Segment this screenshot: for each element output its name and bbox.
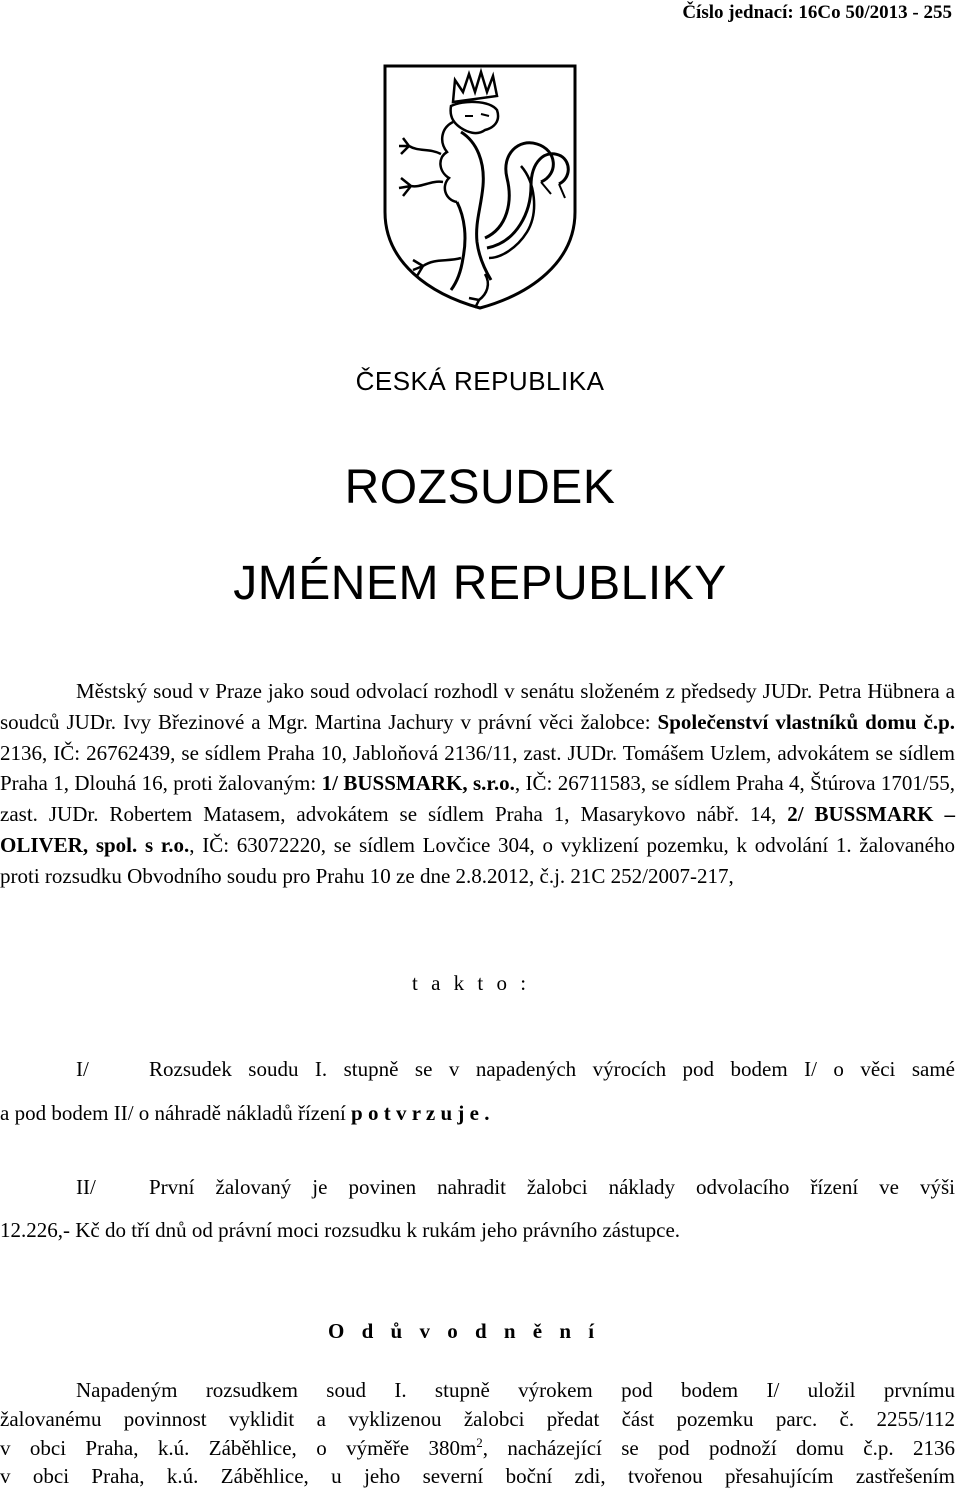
document-subtitle: JMÉNEM REPUBLIKY bbox=[233, 557, 727, 610]
reasoning-line-4: v obci Praha, k.ú. Záběhlice, u jeho severní boční zdi, tvořenou přesahujícím zastřešením bbox=[0, 1464, 955, 1488]
reasoning-line-2: žalovanému povinnost vyklidit a vyklizenou žalobci předat část pozemku parc. č. 2255/112 bbox=[0, 1407, 955, 1431]
defendant-2-name: 2/ BUSSMARK – OLIVER, spol. s r.o. bbox=[0, 802, 955, 857]
defendant-1-name: 1/ BUSSMARK, s.r.o. bbox=[321, 771, 515, 796]
verdict-ii-line-2: 12.226,- Kč do tří dnů od právní moci rozsudku k rukám jeho právního zástupce. bbox=[0, 1218, 681, 1242]
verdict-ii-line-1: První žalovaný je povinen nahradit žalobci náklady odvolacího řízení ve výši bbox=[149, 1175, 955, 1199]
verdict-i-line-1: Rozsudek soudu I. stupně se v napadených výrocích pod bodem I/ o věci samé bbox=[149, 1057, 955, 1081]
verdict-i-number: I/ bbox=[76, 1057, 89, 1081]
reasoning-heading: O d ů v o d n ě n í bbox=[328, 1319, 601, 1343]
plaintiff-name: Společenství vlastníků domu č.p. bbox=[657, 709, 955, 734]
reasoning-line-3-a: v obci Praha, k.ú. Záběhlice, o výměře 380m bbox=[0, 1436, 477, 1460]
intro-text-2: 2136, IČ: 26762439, se sídlem Praha 10, Jabloňová 2136/11, zast. JUDr. Tomášem Uzlem, advokátem se sídlem Praha 1, Dlouhá 16, proti žalovaným: bbox=[0, 740, 955, 796]
czech-lion-coat-of-arms-icon bbox=[381, 62, 579, 310]
intro-text-4: , IČ: 63072220, se sídlem Lovčice 304, o vyklizení pozemku, k odvolání 1. žalovaného proti rozsudku Obvodního soudu pro Prahu 10 ze dne 2.8.2012, č.j. 21C 252/2007-217, bbox=[0, 832, 955, 888]
takto-heading: t a k t o : bbox=[412, 971, 531, 995]
case-number: Číslo jednací: 16Co 50/2013 - 255 bbox=[682, 2, 952, 23]
state-heading: ČESKÁ REPUBLIKA bbox=[355, 366, 605, 396]
reasoning-line-1: Napadeným rozsudkem soud I. stupně výrokem pod bodem I/ uložil prvnímu bbox=[76, 1378, 955, 1402]
verdict-confirm: p o t v r z u j e . bbox=[351, 1101, 490, 1125]
intro-text-3: , IČ: 26711583, se sídlem Praha 4, Štúrova 1701/55, zast. JUDr. Robertem Matasem, advokátem se sídlem Praha 1, Masarykovo nábř. 14, bbox=[0, 771, 955, 827]
verdict-ii-number: II/ bbox=[76, 1175, 96, 1199]
reasoning-line-3 bbox=[0, 1433, 955, 1463]
reasoning-line-3-b: , nacházející se pod podnoží domu č.p. 2136 bbox=[482, 1436, 955, 1460]
verdict-i-line-2 bbox=[0, 1098, 955, 1128]
intro-text-1: Městský soud v Praze jako soud odvolací rozhodl v senátu složeném z předsedy JUDr. Petra Hübnera a soudců JUDr. Ivy Březinové a Mgr. Martina Jachury v právní věci žalobce: bbox=[0, 679, 955, 734]
intro-paragraph bbox=[0, 676, 955, 892]
reasoning-superscript: 2 bbox=[476, 1435, 483, 1450]
document-title: ROZSUDEK bbox=[344, 461, 616, 514]
verdict-i-text: a pod bodem II/ o náhradě nákladů řízení bbox=[0, 1101, 352, 1125]
